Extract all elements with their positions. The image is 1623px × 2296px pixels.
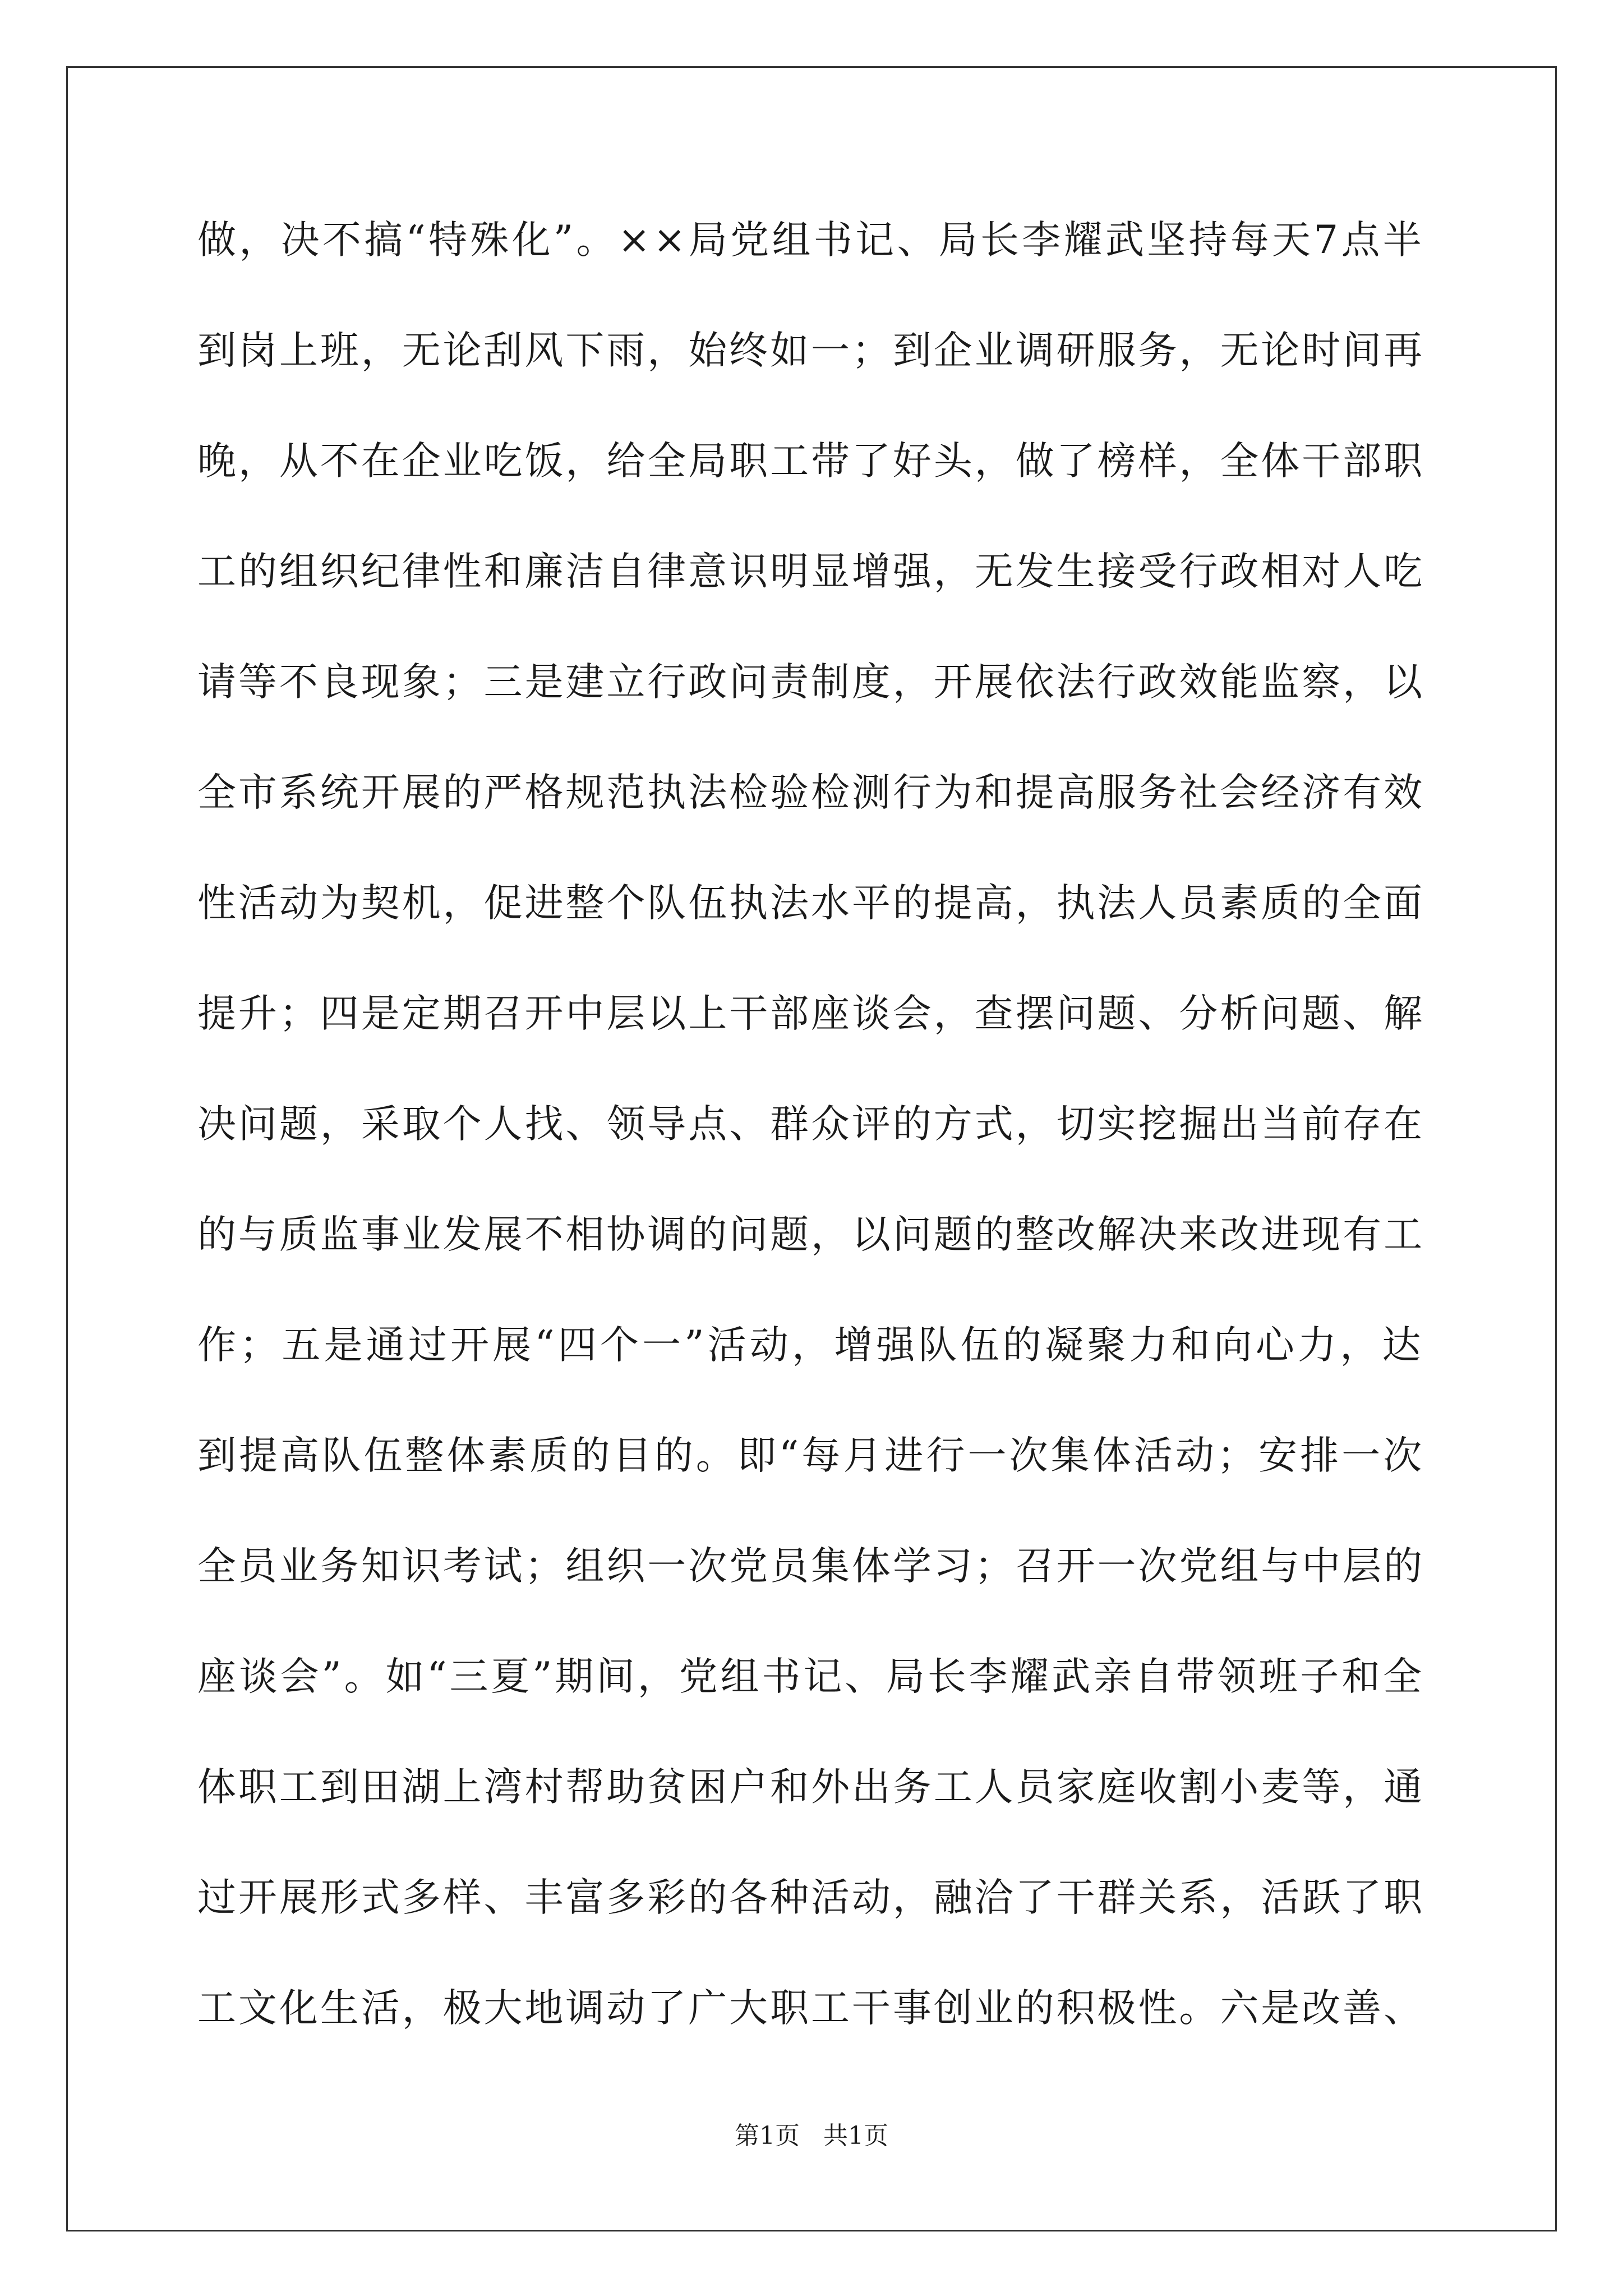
text-line: 到提高队伍整体素质的目的。即“每月进行一次集体活动；安排一次: [197, 1433, 1425, 1478]
text-line: 全市系统开展的严格规范执法检验检测行为和提高服务社会经济有效: [197, 770, 1424, 815]
page-number: 第1页: [735, 2122, 800, 2150]
text-line: 工的组织纪律性和廉洁自律意识明显增强，无发生接受行政相对人吃: [197, 549, 1424, 594]
text-line: 座谈会”。如“三夏”期间，党组书记、局长李耀武亲自带领班子和全: [197, 1654, 1424, 1699]
text-line: 体职工到田湖上湾村帮助贫困户和外出务工人员家庭收割小麦等，通: [197, 1765, 1424, 1810]
text-line: 的与质监事业发展不相协调的问题，以问题的整改解决来改进现有工: [197, 1212, 1424, 1257]
text-line: 作；五是通过开展“四个一”活动，增强队伍的凝聚力和向心力，达: [197, 1323, 1424, 1368]
text-line: 决问题，采取个人找、领导点、群众评的方式，切实挖掘出当前存在: [197, 1102, 1424, 1147]
text-line: 做，决不搞“特殊化”。××局党组书记、局长李耀武坚持每天7点半: [197, 218, 1425, 263]
text-line: 工文化生活，极大地调动了广大职工干事创业的积极性。六是改善、: [197, 1986, 1424, 2031]
text-line: 全员业务知识考试；组织一次党员集体学习；召开一次党组与中层的: [197, 1544, 1424, 1589]
total-pages: 共1页: [823, 2122, 888, 2150]
page-footer: [0, 2119, 1623, 2153]
text-line: 提升；四是定期召开中层以上干部座谈会，查摆问题、分析问题、解: [197, 991, 1424, 1036]
text-line: 晚，从不在企业吃饭，给全局职工带了好头，做了榜样，全体干部职: [197, 439, 1424, 484]
text-line: 过开展形式多样、丰富多彩的各种活动，融洽了干群关系，活跃了职: [197, 1875, 1424, 1920]
text-line: 请等不良现象；三是建立行政问责制度，开展依法行政效能监察，以: [197, 660, 1424, 705]
text-line: 到岗上班，无论刮风下雨，始终如一；到企业调研服务，无论时间再: [197, 328, 1424, 373]
text-line: 性活动为契机，促进整个队伍执法水平的提高，执法人员素质的全面: [197, 881, 1424, 926]
